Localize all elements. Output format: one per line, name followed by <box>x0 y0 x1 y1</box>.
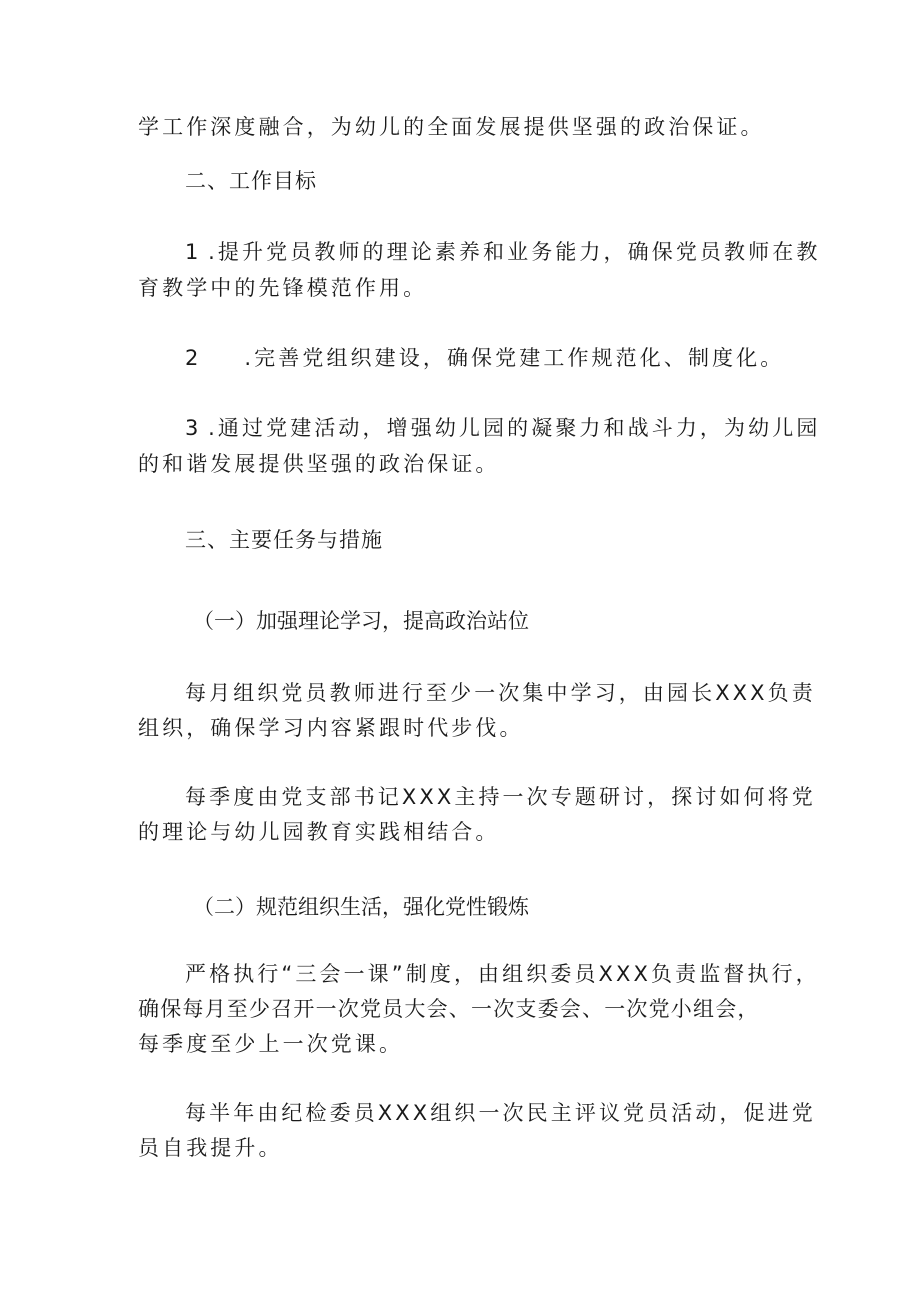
sub2-para1-line-3: 每季度至少上一次党课。 <box>138 1032 404 1056</box>
sub1-para2-line-2: 的理论与幼儿园教育实践相结合。 <box>138 820 500 844</box>
sub2-para1-line-1: 严格执行“三会一课”制度，由组织委员XXX负责监督执行， <box>185 962 820 986</box>
goal-3-number: 3 <box>185 416 199 440</box>
goal-1-number: 1 <box>185 240 199 264</box>
sub2-para2-line-2: 员自我提升。 <box>138 1136 283 1160</box>
goal-2-line-1 <box>185 346 790 370</box>
subsection-title-2: （二）规范组织生活，强化党性锻炼 <box>193 895 529 919</box>
goal-2-text: .完善党组织建设，确保党建工作规范化、制度化。 <box>244 346 785 370</box>
sub1-para1-line-1: 每月组织党员教师进行至少一次集中学习，由园长XXX负责 <box>185 681 816 705</box>
section-title-goals: 二、工作目标 <box>185 169 317 193</box>
section-title-tasks: 三、主要任务与措施 <box>185 528 383 552</box>
paragraph-intro-line: 学工作深度融合，为幼儿的全面发展提供坚强的政治保证。 <box>138 115 765 139</box>
goal-3-line-1 <box>185 416 821 440</box>
subsection-title-1: （一）加强理论学习，提高政治站位 <box>193 609 529 633</box>
goal-1-line-2: 育教学中的先锋模范作用。 <box>138 276 428 300</box>
goal-1-line-1 <box>185 240 821 264</box>
sub1-para1-line-2: 组织，确保学习内容紧跟时代步伐。 <box>138 716 524 740</box>
goal-1-text: .提升党员教师的理论素养和业务能力，确保党员教师在教 <box>208 240 821 264</box>
goal-2-number: 2 <box>185 346 199 370</box>
sub2-para2-line-1: 每半年由纪检委员XXX组织一次民主评议党员活动，促进党 <box>185 1101 816 1125</box>
goal-3-line-2: 的和谐发展提供坚强的政治保证。 <box>138 452 500 476</box>
goal-3-text: .通过党建活动，增强幼儿园的凝聚力和战斗力，为幼儿园 <box>208 416 821 440</box>
sub2-para1-line-2: 确保每月至少召开一次党员大会、一次支委会、一次党小组会， <box>138 997 760 1021</box>
sub1-para2-line-1: 每季度由党支部书记XXX主持一次专题研讨，探讨如何将党 <box>185 785 816 809</box>
